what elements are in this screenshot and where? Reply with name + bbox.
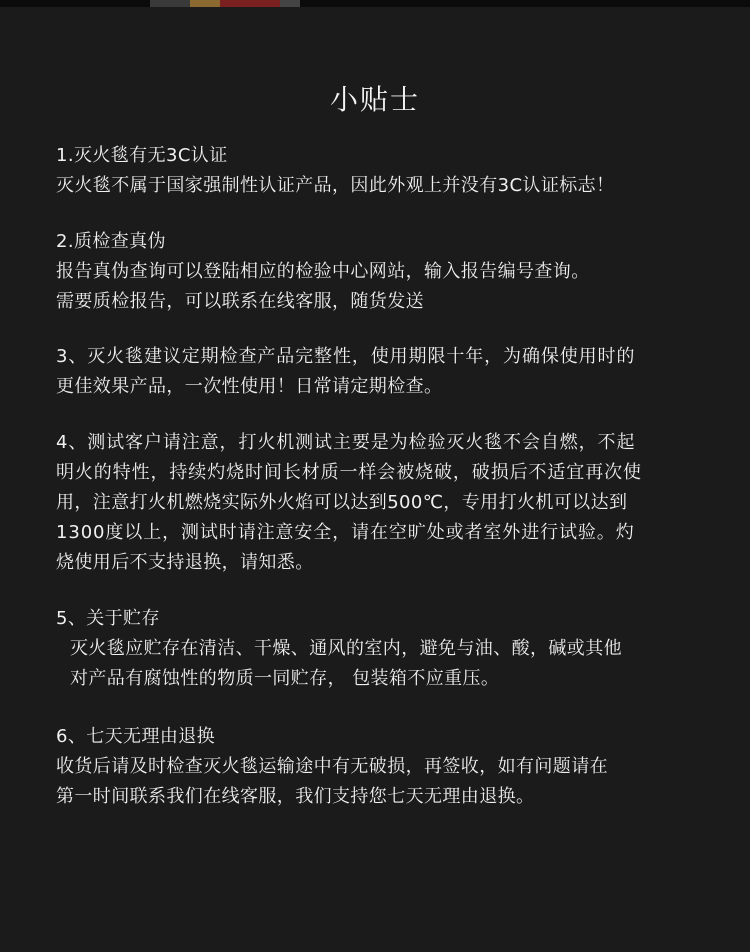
section-heading: 6、七天无理由退换 [56, 726, 216, 747]
section-text: 需要质检报告，可以联系在线客服，随货发送 [56, 291, 424, 312]
section-heading: 2.质检查真伪 [56, 231, 166, 252]
section-heading: 1.灭火毯有无3C认证 [56, 145, 228, 166]
section-heading: 5、关于贮存 [56, 608, 160, 629]
section-text: 用，注意打火机燃烧实际外火焰可以达到500℃，专用打火机可以达到 [56, 492, 628, 513]
section-text: 1300度以上，测试时请注意安全，请在空旷处或者室外进行试验。灼 [56, 522, 635, 543]
section-text: 烧使用后不支持退换，请知悉。 [56, 552, 314, 573]
top-image-strip [0, 0, 750, 7]
section-text: 报告真伪查询可以登陆相应的检验中心网站，输入报告编号查询。 [56, 261, 590, 282]
section-text: 对产品有腐蚀性的物质一同贮存， 包装箱不应重压。 [70, 668, 500, 689]
section-text: 灭火毯不属于国家强制性认证产品，因此外观上并没有3C认证标志！ [56, 175, 615, 196]
tip-section-seven-day-return [56, 722, 716, 812]
section-text: 3、灭火毯建议定期检查产品完整性，使用期限十年，为确保使用时的 [56, 346, 636, 367]
section-text: 4、测试客户请注意，打火机测试主要是为检验灭火毯不会自燃，不起 [56, 432, 636, 453]
tip-section-storage [56, 604, 716, 694]
section-text: 第一时间联系我们在线客服，我们支持您七天无理由退换。 [56, 786, 535, 807]
section-text: 更佳效果产品，一次性使用！日常请定期检查。 [56, 376, 443, 397]
page-title: 小贴士 [329, 83, 420, 116]
section-text: 灭火毯应贮存在清洁、干燥、通风的室内，避免与油、酸，碱或其他 [70, 638, 622, 659]
section-text: 明火的特性，持续灼烧时间长材质一样会被烧破，破损后不适宜再次使 [56, 462, 642, 483]
section-text: 收货后请及时检查灭火毯运输途中有无破损，再签收，如有问题请在 [56, 756, 608, 777]
tip-section-3c-certification [56, 141, 716, 201]
tip-section-quality-check [56, 227, 716, 317]
tip-section-regular-inspection [56, 342, 716, 402]
tip-section-lighter-test [56, 428, 716, 578]
